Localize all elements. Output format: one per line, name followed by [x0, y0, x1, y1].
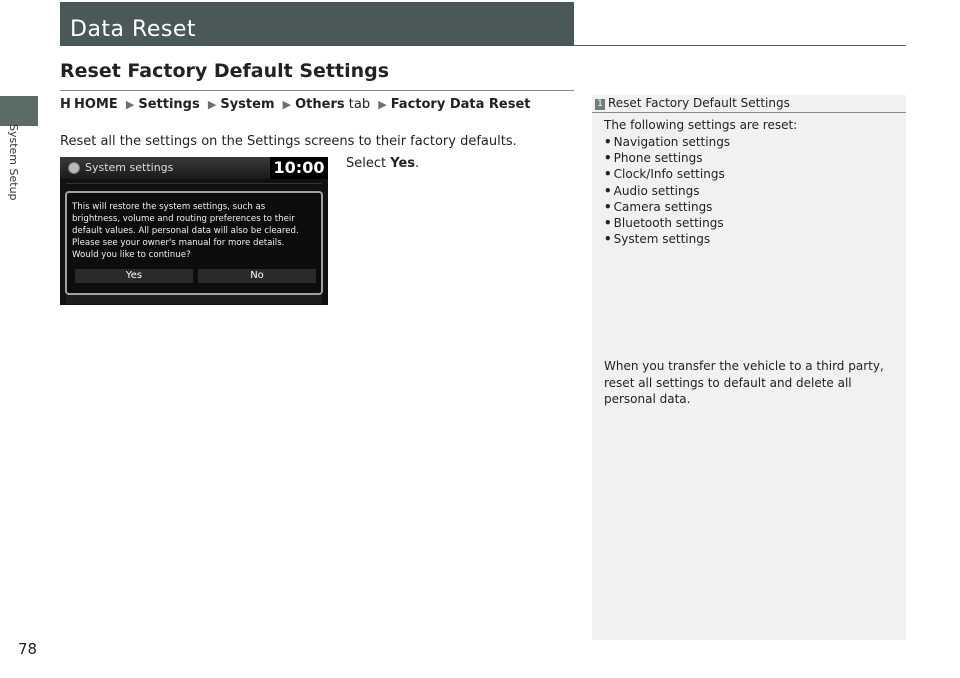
page-number: 78: [18, 640, 38, 658]
note-sidebar: [592, 95, 906, 640]
step-instruction: [346, 156, 419, 171]
list-item: • Navigation settings: [604, 134, 730, 150]
arrow-icon: ▶: [282, 98, 292, 111]
list-item: • Audio settings: [604, 183, 730, 199]
system-settings-screenshot: [60, 157, 328, 305]
arrow-icon: ▶: [125, 98, 135, 111]
note-intro: The following settings are reset:: [604, 118, 798, 132]
dialog-line: Please see your owner's manual for more details.: [72, 238, 285, 248]
dialog-line: default values. All personal data will also be cleared.: [72, 226, 299, 236]
reference-mark: 1: [595, 99, 605, 110]
background-bottom-bar: [66, 295, 322, 304]
dialog-line: Would you like to continue?: [72, 250, 191, 260]
step-suffix: .: [415, 156, 420, 171]
list-item: • Camera settings: [604, 199, 730, 215]
screen-header: [60, 157, 328, 179]
step-prefix: Select: [346, 156, 387, 171]
note-heading-text: Reset Factory Default Settings: [608, 96, 790, 110]
breadcrumb-others: Others: [295, 97, 345, 112]
dialog-line: brightness, volume and routing preferences to their: [72, 214, 295, 224]
breadcrumb-tab-word: tab: [348, 97, 371, 112]
gear-icon: [68, 162, 80, 174]
confirm-dialog: [65, 191, 323, 295]
intro-text: Reset all the settings on the Settings screens to their factory defaults.: [60, 134, 517, 149]
side-section-label: System Setup: [7, 124, 20, 201]
arrow-icon: ▶: [207, 98, 217, 111]
breadcrumb: [60, 97, 531, 112]
list-item: • Phone settings: [604, 150, 730, 166]
list-item: • Bluetooth settings: [604, 215, 730, 231]
section-title: Reset Factory Default Settings: [60, 60, 390, 82]
breadcrumb-factory-data-reset: Factory Data Reset: [390, 97, 531, 112]
note-paragraph: When you transfer the vehicle to a third party, reset all settings to default and delete all personal data.: [604, 359, 884, 406]
breadcrumb-home: HOME: [74, 97, 118, 112]
step-value: Yes: [390, 156, 416, 171]
screen-title: System settings: [85, 161, 174, 174]
clock-display: 10:00: [270, 157, 328, 179]
dialog-line: This will restore the system settings, such as: [72, 202, 266, 212]
yes-button[interactable]: Yes: [75, 269, 193, 283]
title-divider: [60, 45, 906, 46]
arrow-icon: ▶: [378, 98, 387, 111]
reset-settings-list: [604, 134, 730, 247]
section-divider: [60, 90, 574, 91]
breadcrumb-settings: Settings: [138, 97, 200, 112]
breadcrumb-system: System: [220, 97, 275, 112]
list-item: • Clock/Info settings: [604, 166, 730, 182]
list-item: • System settings: [604, 231, 730, 247]
note-heading: [592, 95, 906, 113]
side-tab-marker: [0, 96, 38, 126]
page-title: Data Reset: [60, 2, 574, 46]
no-button[interactable]: No: [198, 269, 316, 283]
home-icon: H: [60, 97, 71, 112]
dialog-message: [72, 201, 324, 261]
